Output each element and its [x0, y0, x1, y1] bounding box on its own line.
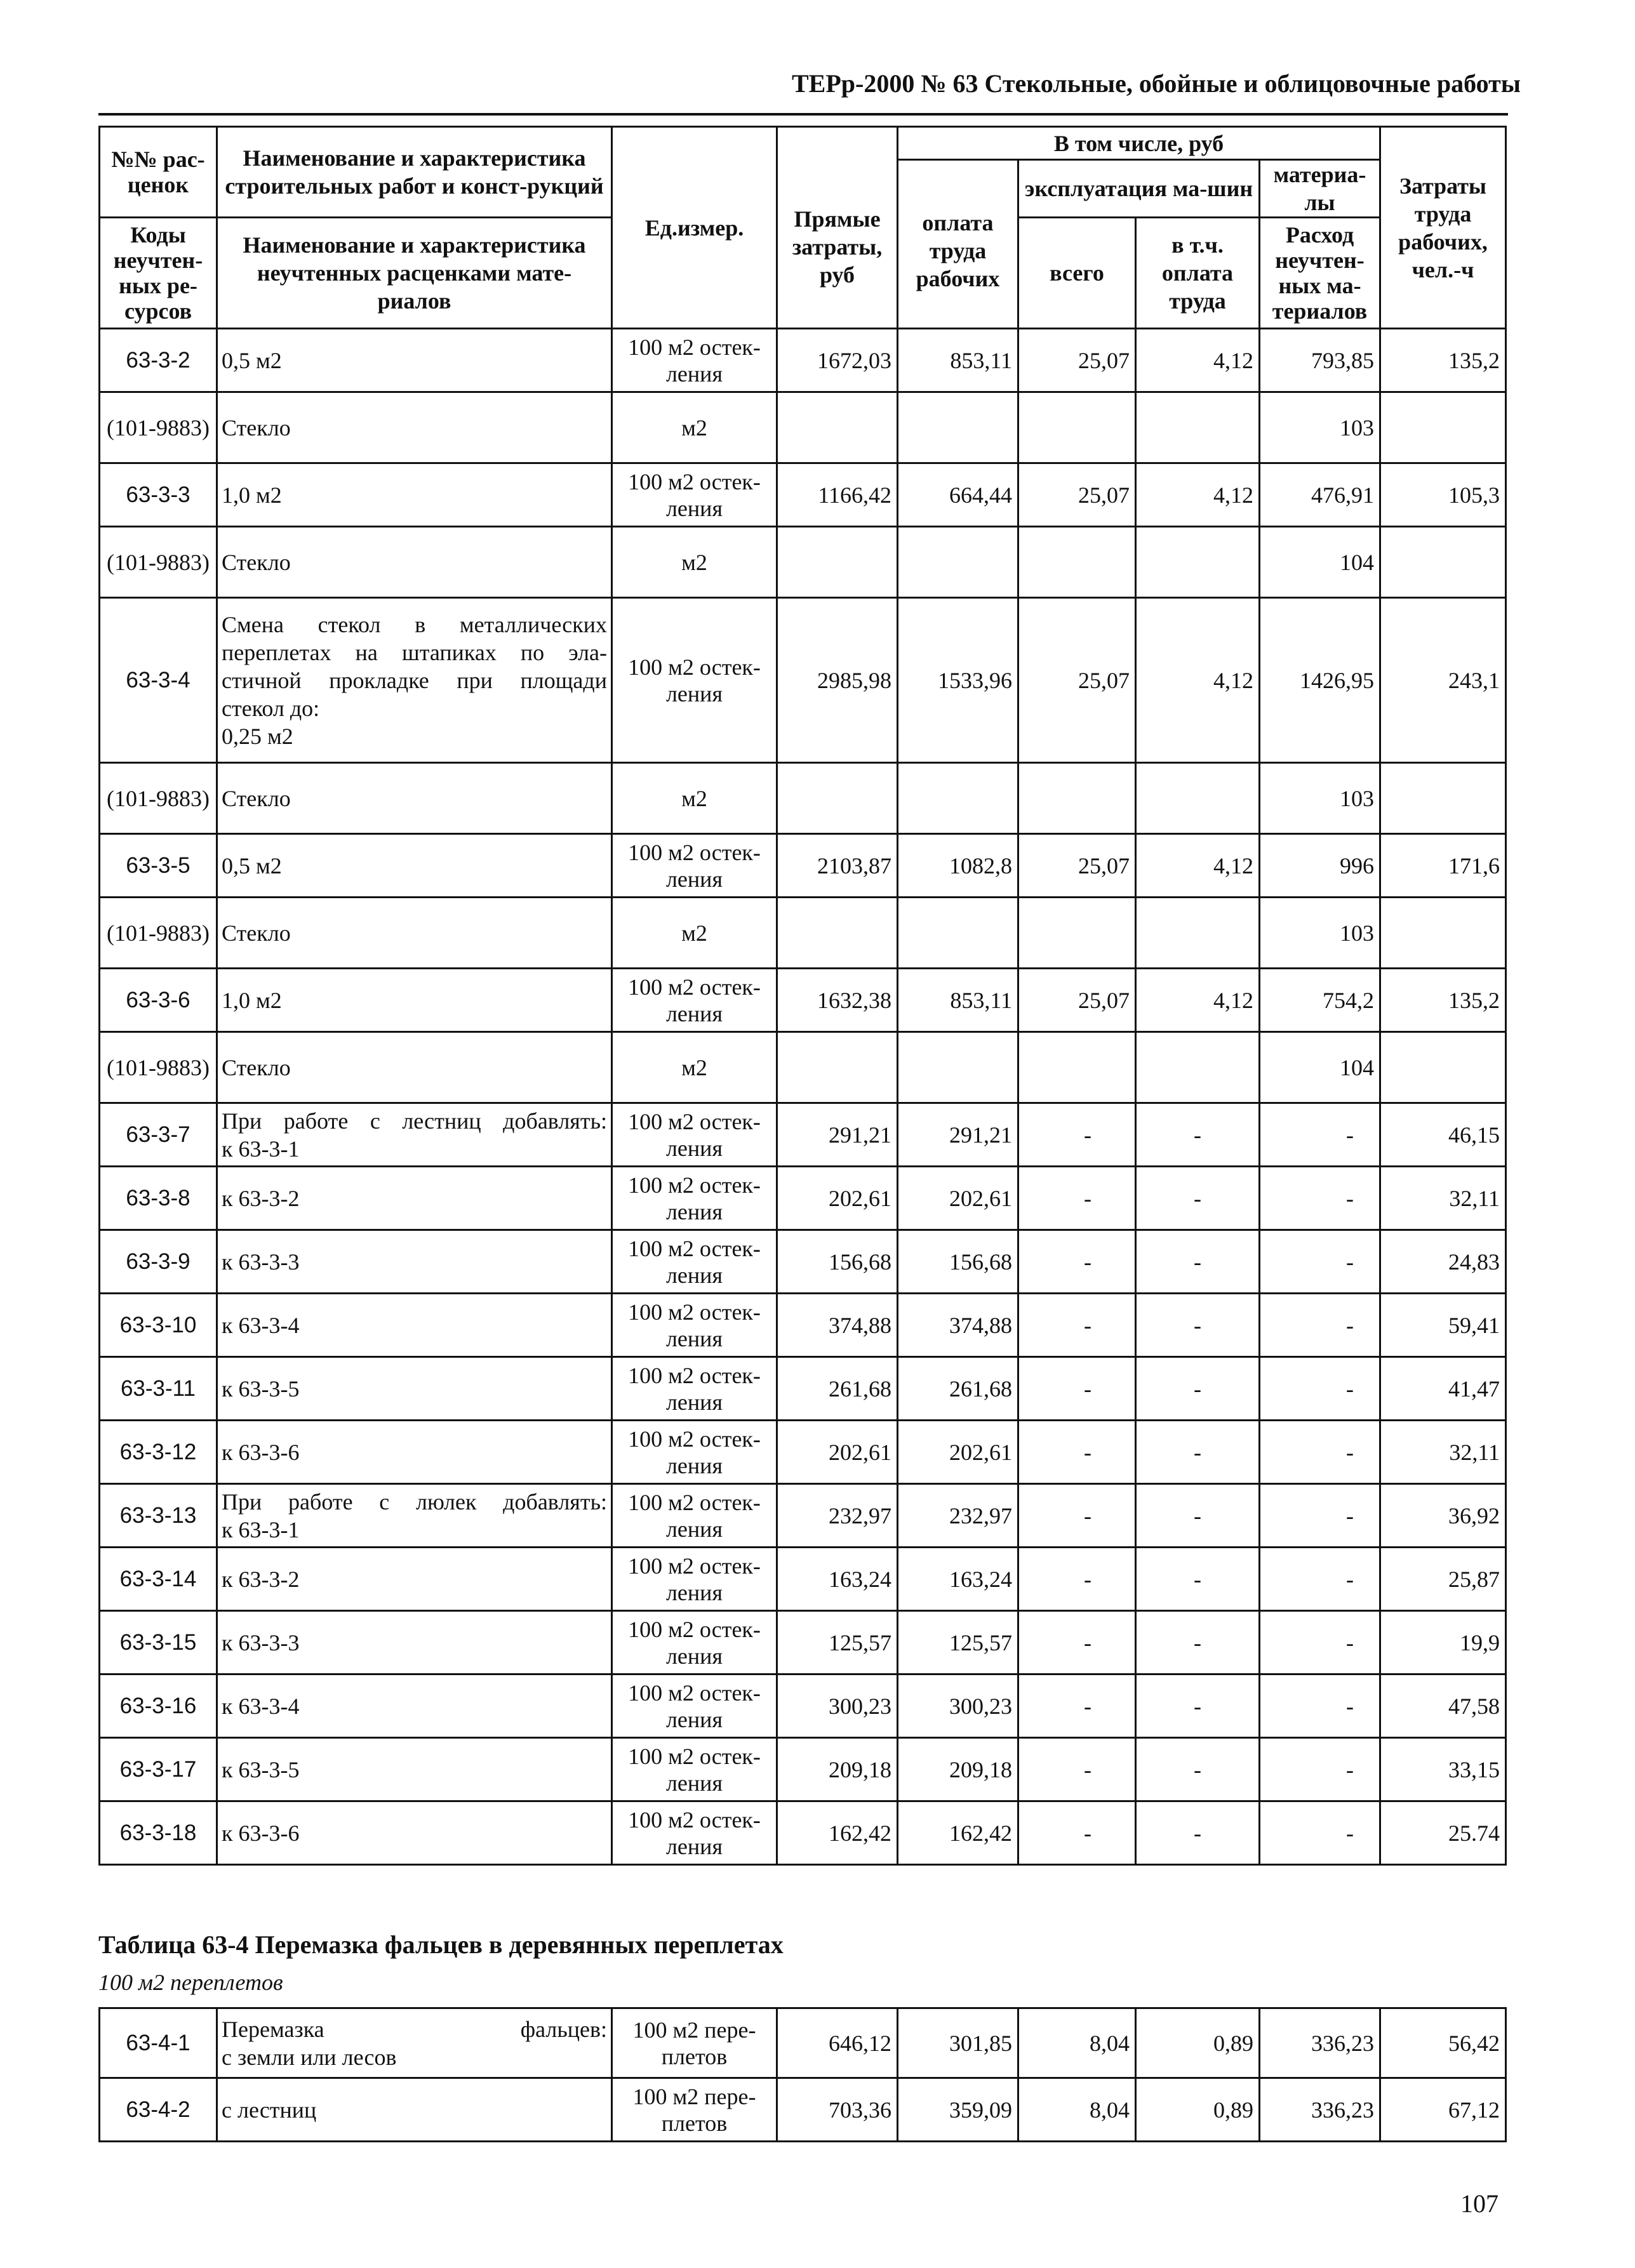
machines-labor: - [1136, 1230, 1260, 1294]
labor-cost: 105,3 [1380, 463, 1506, 527]
empty-cell [1018, 898, 1136, 969]
material-name: Стекло [217, 898, 612, 969]
machines-total: 25,07 [1018, 598, 1136, 763]
labor-pay: 125,57 [898, 1611, 1018, 1674]
empty-cell [777, 1032, 898, 1103]
machines-total: - [1018, 1103, 1136, 1167]
labor-cost: 59,41 [1380, 1294, 1506, 1357]
material-use: 103 [1260, 763, 1380, 834]
material-use: 103 [1260, 392, 1380, 463]
table-row [100, 598, 1506, 763]
material-use: 103 [1260, 898, 1380, 969]
machines-total: 25,07 [1018, 834, 1136, 898]
rate-code: 63-3-3 [100, 463, 217, 527]
labor-cost: 24,83 [1380, 1230, 1506, 1294]
materials: 793,85 [1260, 329, 1380, 392]
table-row [100, 1294, 1506, 1357]
table-caption: Таблица 63-4 Перемазка фальцев в деревянных переплетах [98, 1930, 784, 1959]
table-row [100, 463, 1506, 527]
rate-code: 63-3-15 [100, 1611, 217, 1674]
empty-cell [1136, 898, 1260, 969]
machines-labor: - [1136, 1484, 1260, 1548]
materials: - [1260, 1611, 1380, 1674]
work-name: к 63-3-4 [217, 1294, 612, 1357]
labor-pay: 261,68 [898, 1357, 1018, 1421]
empty-cell [1136, 527, 1260, 598]
machines-total: 25,07 [1018, 463, 1136, 527]
table-row [100, 898, 1506, 969]
unit: м2 [612, 1032, 777, 1103]
materials: - [1260, 1230, 1380, 1294]
unit: 100 м2 остек-ления [612, 1548, 777, 1611]
table-row [100, 329, 1506, 392]
table-row [100, 1103, 1506, 1167]
materials: - [1260, 1167, 1380, 1230]
work-name: к 63-3-5 [217, 1357, 612, 1421]
work-name: 1,0 м2 [217, 969, 612, 1032]
empty-cell [1380, 898, 1506, 969]
empty-cell [1018, 763, 1136, 834]
rate-code: 63-3-13 [100, 1484, 217, 1548]
work-name-line: к 63-3-1 [222, 1516, 300, 1542]
direct-costs: 156,68 [777, 1230, 898, 1294]
header-labor-cost: Затраты труда рабочих, чел.-ч [1380, 127, 1506, 329]
labor-pay: 202,61 [898, 1421, 1018, 1484]
resource-code: (101-9883) [100, 763, 217, 834]
work-name-line: стичной прокладке при площади [222, 667, 607, 693]
machines-total: - [1018, 1801, 1136, 1865]
labor-cost: 135,2 [1380, 969, 1506, 1032]
material-name: Стекло [217, 763, 612, 834]
table-row [100, 1167, 1506, 1230]
empty-cell [777, 898, 898, 969]
machines-labor: - [1136, 1801, 1260, 1865]
header-machines-labor: в т.ч. оплата труда [1136, 218, 1260, 329]
machines-labor: 4,12 [1136, 463, 1260, 527]
materials: 336,23 [1260, 2078, 1380, 2142]
work-name: к 63-3-2 [217, 1548, 612, 1611]
work-name-line: Смена стекол в металлических [222, 611, 607, 637]
table-row [100, 527, 1506, 598]
labor-pay: 374,88 [898, 1294, 1018, 1357]
rate-code: 63-3-2 [100, 329, 217, 392]
table-row [100, 1421, 1506, 1484]
empty-cell [777, 527, 898, 598]
table-row [100, 2008, 1506, 2078]
machines-total: - [1018, 1357, 1136, 1421]
empty-cell [898, 527, 1018, 598]
materials: - [1260, 1801, 1380, 1865]
materials: - [1260, 1484, 1380, 1548]
unit: 100 м2 остек-ления [612, 1294, 777, 1357]
unit: м2 [612, 527, 777, 598]
header-resource-codes: Коды неучтен-ных ре-сурсов [100, 218, 217, 329]
labor-pay: 301,85 [898, 2008, 1018, 2078]
work-name: к 63-3-4 [217, 1674, 612, 1738]
machines-labor: - [1136, 1421, 1260, 1484]
unit: 100 м2 остек-ления [612, 1738, 777, 1801]
machines-labor: - [1136, 1738, 1260, 1801]
empty-cell [777, 392, 898, 463]
machines-labor: - [1136, 1357, 1260, 1421]
rates-table [98, 126, 1507, 1866]
work-name-line: к 63-3-1 [222, 1136, 300, 1162]
unit: 100 м2 остек-ления [612, 1167, 777, 1230]
labor-cost: 171,6 [1380, 834, 1506, 898]
unit: 100 м2 остек-ления [612, 598, 777, 763]
header-resource-name: Наименование и характеристика неучтенных расценками мате-риалов [217, 218, 612, 329]
machines-total: - [1018, 1484, 1136, 1548]
rate-code: 63-3-14 [100, 1548, 217, 1611]
table-row [100, 1611, 1506, 1674]
materials: - [1260, 1738, 1380, 1801]
labor-pay: 209,18 [898, 1738, 1018, 1801]
direct-costs: 202,61 [777, 1421, 898, 1484]
labor-pay: 853,11 [898, 329, 1018, 392]
labor-cost: 32,11 [1380, 1167, 1506, 1230]
machines-labor: 4,12 [1136, 834, 1260, 898]
resource-code: (101-9883) [100, 392, 217, 463]
direct-costs: 163,24 [777, 1548, 898, 1611]
direct-costs: 202,61 [777, 1167, 898, 1230]
work-name: к 63-3-5 [217, 1738, 612, 1801]
header-including: В том числе, руб [898, 127, 1380, 160]
rate-code: 63-3-7 [100, 1103, 217, 1167]
work-name: 1,0 м2 [217, 463, 612, 527]
materials: - [1260, 1421, 1380, 1484]
work-name [217, 2008, 612, 2078]
empty-cell [1136, 1032, 1260, 1103]
machines-labor: - [1136, 1103, 1260, 1167]
materials: - [1260, 1548, 1380, 1611]
table-subcaption: 100 м2 переплетов [98, 1970, 283, 1995]
table-row [100, 1548, 1506, 1611]
empty-cell [1380, 763, 1506, 834]
direct-costs: 232,97 [777, 1484, 898, 1548]
rate-code: 63-3-5 [100, 834, 217, 898]
rate-code: 63-3-17 [100, 1738, 217, 1801]
machines-total: - [1018, 1167, 1136, 1230]
work-name-line: с земли или лесов [222, 2044, 397, 2070]
machines-total: 8,04 [1018, 2078, 1136, 2142]
labor-cost: 25.74 [1380, 1801, 1506, 1865]
header-rate-number: №№ рас-ценок [100, 127, 217, 218]
materials: 476,91 [1260, 463, 1380, 527]
header-work-name: Наименование и характеристика строительных работ и конст-рукций [217, 127, 612, 218]
unit: 100 м2 остек-ления [612, 1801, 777, 1865]
rate-code: 63-3-9 [100, 1230, 217, 1294]
table-row [100, 2078, 1506, 2142]
materials: 754,2 [1260, 969, 1380, 1032]
empty-cell [898, 763, 1018, 834]
header-machines-total: всего [1018, 218, 1136, 329]
machines-total: 8,04 [1018, 2008, 1136, 2078]
unit: 100 м2 пере-плетов [612, 2078, 777, 2142]
work-name: к 63-3-2 [217, 1167, 612, 1230]
unit: м2 [612, 898, 777, 969]
labor-pay: 232,97 [898, 1484, 1018, 1548]
header-machines: эксплуатация ма-шин [1018, 160, 1260, 218]
labor-cost: 243,1 [1380, 598, 1506, 763]
labor-cost: 32,11 [1380, 1421, 1506, 1484]
empty-cell [898, 1032, 1018, 1103]
work-name-line: При работе с лестниц добавлять: [222, 1108, 607, 1134]
machines-total: 25,07 [1018, 329, 1136, 392]
unit: 100 м2 остек-ления [612, 1611, 777, 1674]
labor-cost: 56,42 [1380, 2008, 1506, 2078]
empty-cell [777, 763, 898, 834]
work-name-line: Перемазка фальцев: [222, 2016, 607, 2042]
table-row [100, 1484, 1506, 1548]
table-row [100, 1357, 1506, 1421]
work-name: к 63-3-6 [217, 1421, 612, 1484]
work-name: 0,5 м2 [217, 329, 612, 392]
direct-costs: 291,21 [777, 1103, 898, 1167]
empty-cell [1136, 763, 1260, 834]
rate-code: 63-3-4 [100, 598, 217, 763]
work-name [217, 1103, 612, 1167]
table-row [100, 834, 1506, 898]
work-name: к 63-3-6 [217, 1801, 612, 1865]
table-row [100, 763, 1506, 834]
rate-code: 63-3-16 [100, 1674, 217, 1738]
unit: 100 м2 остек-ления [612, 1357, 777, 1421]
header-unit: Ед.измер. [612, 127, 777, 329]
header-materials-use: Расход неучтен-ных ма-териалов [1260, 218, 1380, 329]
machines-labor: - [1136, 1548, 1260, 1611]
work-name: с лестниц [217, 2078, 612, 2142]
work-name: 0,5 м2 [217, 834, 612, 898]
materials: - [1260, 1103, 1380, 1167]
unit: 100 м2 пере-плетов [612, 2008, 777, 2078]
table-row [100, 1738, 1506, 1801]
labor-pay: 359,09 [898, 2078, 1018, 2142]
work-name: к 63-3-3 [217, 1230, 612, 1294]
machines-labor: 0,89 [1136, 2078, 1260, 2142]
direct-costs: 162,42 [777, 1801, 898, 1865]
labor-pay: 202,61 [898, 1167, 1018, 1230]
header-labor-pay: оплата труда рабочих [898, 160, 1018, 329]
material-name: Стекло [217, 1032, 612, 1103]
labor-pay: 664,44 [898, 463, 1018, 527]
direct-costs: 125,57 [777, 1611, 898, 1674]
unit: 100 м2 остек-ления [612, 329, 777, 392]
labor-pay: 156,68 [898, 1230, 1018, 1294]
machines-total: - [1018, 1611, 1136, 1674]
work-name-line: переплетах на штапиках по эла- [222, 639, 607, 665]
materials: 1426,95 [1260, 598, 1380, 763]
table-row [100, 1032, 1506, 1103]
labor-cost: 67,12 [1380, 2078, 1506, 2142]
unit: 100 м2 остек-ления [612, 1421, 777, 1484]
header-materials: материа-лы [1260, 160, 1380, 218]
labor-cost: 19,9 [1380, 1611, 1506, 1674]
machines-total: - [1018, 1421, 1136, 1484]
table-row [100, 392, 1506, 463]
materials: - [1260, 1357, 1380, 1421]
table-row [100, 1801, 1506, 1865]
labor-pay: 853,11 [898, 969, 1018, 1032]
rate-code: 63-3-18 [100, 1801, 217, 1865]
work-name-line: 0,25 м2 [222, 723, 293, 749]
header-rule [98, 113, 1508, 116]
resource-code: (101-9883) [100, 527, 217, 598]
empty-cell [1380, 527, 1506, 598]
unit: 100 м2 остек-ления [612, 1103, 777, 1167]
rate-code: 63-4-2 [100, 2078, 217, 2142]
empty-cell [1018, 392, 1136, 463]
unit: 100 м2 остек-ления [612, 969, 777, 1032]
machines-total: - [1018, 1674, 1136, 1738]
machines-labor: 4,12 [1136, 969, 1260, 1032]
empty-cell [1136, 392, 1260, 463]
labor-pay: 1082,8 [898, 834, 1018, 898]
unit: м2 [612, 392, 777, 463]
direct-costs: 261,68 [777, 1357, 898, 1421]
direct-costs: 703,36 [777, 2078, 898, 2142]
unit: 100 м2 остек-ления [612, 1230, 777, 1294]
rate-code: 63-3-6 [100, 969, 217, 1032]
labor-pay: 291,21 [898, 1103, 1018, 1167]
work-name [217, 1484, 612, 1548]
header-direct-costs: Прямые затраты, руб [777, 127, 898, 329]
rate-code: 63-4-1 [100, 2008, 217, 2078]
material-use: 104 [1260, 527, 1380, 598]
labor-cost: 33,15 [1380, 1738, 1506, 1801]
table-row [100, 1674, 1506, 1738]
unit: 100 м2 остек-ления [612, 463, 777, 527]
materials: - [1260, 1674, 1380, 1738]
machines-labor: 4,12 [1136, 329, 1260, 392]
empty-cell [898, 898, 1018, 969]
table-row [100, 969, 1506, 1032]
running-header: ТЕРр-2000 № 63 Стекольные, обойные и облицовочные работы [791, 69, 1521, 98]
unit: 100 м2 остек-ления [612, 834, 777, 898]
machines-labor: - [1136, 1167, 1260, 1230]
machines-labor: 0,89 [1136, 2008, 1260, 2078]
materials: 336,23 [1260, 2008, 1380, 2078]
labor-pay: 300,23 [898, 1674, 1018, 1738]
direct-costs: 1166,42 [777, 463, 898, 527]
direct-costs: 646,12 [777, 2008, 898, 2078]
labor-pay: 1533,96 [898, 598, 1018, 763]
work-name-line: стекол до: [222, 695, 320, 721]
direct-costs: 2103,87 [777, 834, 898, 898]
labor-cost: 46,15 [1380, 1103, 1506, 1167]
material-name: Стекло [217, 392, 612, 463]
machines-total: - [1018, 1738, 1136, 1801]
machines-labor: - [1136, 1294, 1260, 1357]
direct-costs: 1632,38 [777, 969, 898, 1032]
work-name [217, 598, 612, 763]
labor-pay: 162,42 [898, 1801, 1018, 1865]
materials: 996 [1260, 834, 1380, 898]
machines-total: 25,07 [1018, 969, 1136, 1032]
empty-cell [1018, 527, 1136, 598]
labor-cost: 36,92 [1380, 1484, 1506, 1548]
resource-code: (101-9883) [100, 1032, 217, 1103]
direct-costs: 374,88 [777, 1294, 898, 1357]
rates-table-63-4 [98, 2007, 1507, 2142]
direct-costs: 209,18 [777, 1738, 898, 1801]
labor-cost: 47,58 [1380, 1674, 1506, 1738]
direct-costs: 300,23 [777, 1674, 898, 1738]
direct-costs: 1672,03 [777, 329, 898, 392]
machines-total: - [1018, 1548, 1136, 1611]
materials: - [1260, 1294, 1380, 1357]
labor-cost: 135,2 [1380, 329, 1506, 392]
machines-labor: - [1136, 1674, 1260, 1738]
unit: м2 [612, 763, 777, 834]
table-row [100, 1230, 1506, 1294]
machines-labor: - [1136, 1611, 1260, 1674]
labor-cost: 41,47 [1380, 1357, 1506, 1421]
labor-pay: 163,24 [898, 1548, 1018, 1611]
machines-total: - [1018, 1230, 1136, 1294]
rate-code: 63-3-10 [100, 1294, 217, 1357]
page-number: 107 [1460, 2189, 1498, 2218]
machines-total: - [1018, 1294, 1136, 1357]
resource-code: (101-9883) [100, 898, 217, 969]
work-name-line: При работе с люлек добавлять: [222, 1489, 607, 1515]
rate-code: 63-3-8 [100, 1167, 217, 1230]
unit: 100 м2 остек-ления [612, 1674, 777, 1738]
material-use: 104 [1260, 1032, 1380, 1103]
unit: 100 м2 остек-ления [612, 1484, 777, 1548]
labor-cost: 25,87 [1380, 1548, 1506, 1611]
empty-cell [1380, 1032, 1506, 1103]
work-name: к 63-3-3 [217, 1611, 612, 1674]
empty-cell [898, 392, 1018, 463]
direct-costs: 2985,98 [777, 598, 898, 763]
machines-labor: 4,12 [1136, 598, 1260, 763]
empty-cell [1018, 1032, 1136, 1103]
material-name: Стекло [217, 527, 612, 598]
rate-code: 63-3-12 [100, 1421, 217, 1484]
empty-cell [1380, 392, 1506, 463]
rate-code: 63-3-11 [100, 1357, 217, 1421]
